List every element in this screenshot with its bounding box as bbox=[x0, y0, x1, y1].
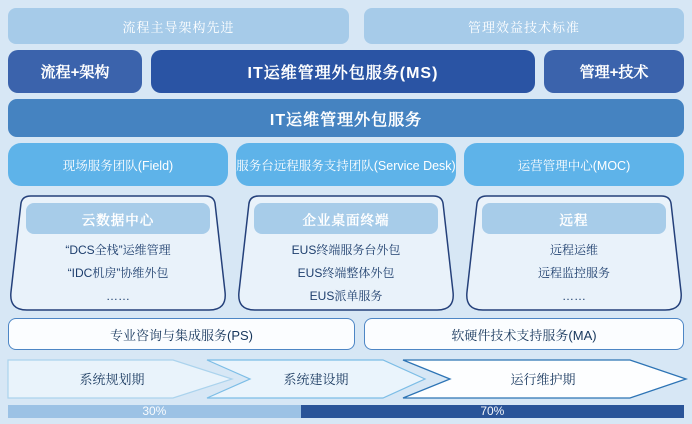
banner-process-architecture: 流程主导架构先进 bbox=[8, 8, 349, 44]
team-field: 现场服务团队(Field) bbox=[8, 143, 228, 186]
banner-row bbox=[8, 8, 684, 44]
card-title-cloud-datacenter: 云数据中心 bbox=[26, 203, 210, 234]
support-services-row bbox=[8, 318, 684, 350]
card-item-ellipsis: …… bbox=[106, 289, 130, 303]
phase-label-planning: 系统规划期 bbox=[79, 372, 145, 387]
card-items bbox=[22, 239, 214, 308]
tier1-process-architecture: 流程+架构 bbox=[8, 50, 142, 93]
progress-segment-70: 70% bbox=[301, 405, 684, 418]
card-item: EUS终端服务台外包 bbox=[291, 243, 401, 257]
card-items bbox=[250, 239, 442, 308]
team-service-desk: 服务台远程服务支持团队(Service Desk) bbox=[236, 143, 456, 186]
phase-chevron-band bbox=[0, 356, 692, 400]
tier2-row bbox=[8, 99, 684, 137]
phase-label-operation: 运行维护期 bbox=[510, 372, 576, 387]
support-ma: 软硬件技术支持服务(MA) bbox=[364, 318, 684, 350]
support-ps: 专业咨询与集成服务(PS) bbox=[8, 318, 355, 350]
card-item: 远程运维 bbox=[549, 243, 598, 257]
card-enterprise-desktop bbox=[236, 195, 456, 311]
service-cards-row bbox=[8, 195, 684, 311]
banner-management-standard: 管理效益技术标准 bbox=[364, 8, 684, 44]
phase-label-construction: 系统建设期 bbox=[283, 372, 349, 387]
card-items bbox=[478, 239, 670, 308]
team-moc: 运营管理中心(MOC) bbox=[464, 143, 684, 186]
card-title-enterprise-desktop: 企业桌面终端 bbox=[254, 203, 438, 234]
card-item: “IDC机房”协维外包 bbox=[67, 266, 169, 280]
card-item: 远程监控服务 bbox=[537, 266, 610, 280]
card-item-ellipsis: …… bbox=[562, 289, 586, 303]
teams-row bbox=[8, 143, 684, 186]
card-item: EUS派单服务 bbox=[309, 289, 383, 303]
tier1-management-technology: 管理+技术 bbox=[544, 50, 684, 93]
tier1-ms-service-title: IT运维管理外包服务(MS) bbox=[151, 50, 535, 93]
card-title-remote: 远程 bbox=[482, 203, 666, 234]
progress-segment-30: 30% bbox=[8, 405, 301, 418]
card-cloud-datacenter bbox=[8, 195, 228, 311]
card-item: EUS终端整体外包 bbox=[297, 266, 395, 280]
tier2-service-title: IT运维管理外包服务 bbox=[8, 99, 684, 137]
card-item: “DCS全栈”运维管理 bbox=[65, 243, 171, 257]
tier1-row bbox=[8, 50, 684, 93]
progress-bar bbox=[8, 405, 684, 418]
card-remote bbox=[464, 195, 684, 311]
